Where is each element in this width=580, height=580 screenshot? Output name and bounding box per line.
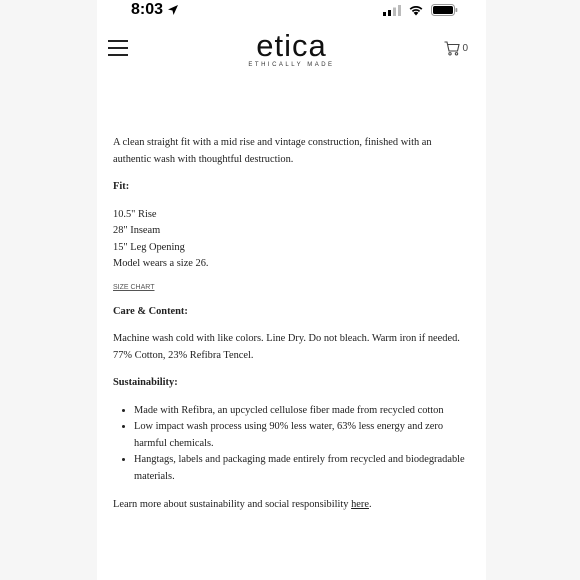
list-item: • Hangtags, labels and packaging made entirely from recycled and biodegradable materials.: [134, 452, 465, 485]
fit-model-size: Model wears a size 26.: [113, 258, 209, 269]
fit-details: [113, 207, 465, 273]
location-arrow-icon: [167, 4, 179, 16]
learn-more-text: [113, 497, 465, 514]
cart-count: 0: [462, 43, 468, 54]
logo-tagline: ETHICALLY MADE: [248, 62, 335, 68]
fit-leg-opening: 15" Leg Opening: [113, 241, 185, 253]
sustainability-heading: Sustainability:: [113, 377, 178, 388]
learn-more-suffix: .: [368, 499, 372, 510]
status-bar-time: [131, 1, 179, 19]
learn-more-prefix: Learn more about sustainability and social responsibility: [113, 499, 352, 510]
content-text: 77% Cotton, 23% Refibra Tencel.: [113, 349, 254, 361]
size-chart-link[interactable]: SIZE CHART: [113, 283, 155, 291]
fit-heading: Fit:: [113, 181, 130, 192]
list-item: • Made with Refibra, an upcycled cellulose fiber made from recycled cotton: [134, 403, 465, 420]
battery-icon: [431, 4, 458, 16]
list-item: • Low impact wash process using 90% less water, 63% less energy and zero harmful chemicals.: [134, 419, 465, 452]
cellular-signal-icon: [383, 5, 401, 16]
product-description: A clean straight fit with a mid rise and vintage construction, finished with an authentic wash with thoughtful destruction.: [113, 137, 432, 165]
fit-inseam: 28" Inseam: [113, 225, 161, 236]
status-time-text: 8:03: [131, 1, 164, 18]
status-icons: [383, 4, 458, 16]
care-text: Machine wash cold with like colors. Line Dry. Do not bleach. Warm iron if needed.: [113, 333, 460, 344]
logo-text: etica: [256, 28, 327, 63]
cart-button[interactable]: [444, 41, 468, 56]
sustainability-list: [113, 403, 465, 486]
wifi-icon: [408, 4, 424, 16]
care-info: [113, 331, 465, 364]
fit-rise: 10.5" Rise: [113, 208, 157, 220]
phone-screen: [97, 0, 486, 580]
here-link[interactable]: here: [351, 499, 369, 510]
care-heading: Care & Content:: [113, 305, 188, 317]
cart-icon: [444, 41, 460, 56]
brand-logo[interactable]: [97, 30, 486, 68]
product-details: [113, 135, 465, 514]
